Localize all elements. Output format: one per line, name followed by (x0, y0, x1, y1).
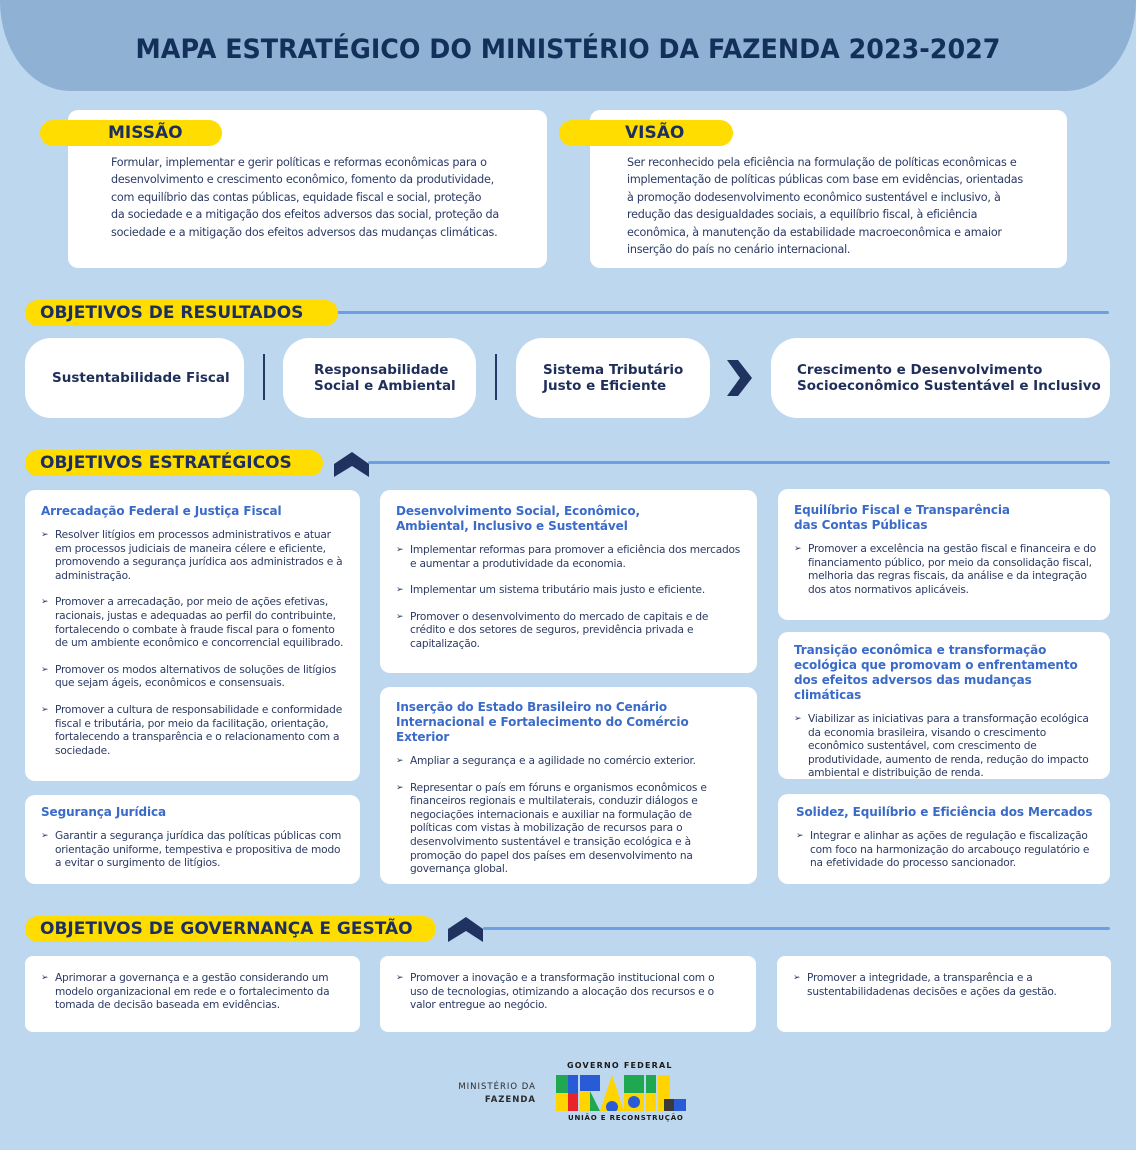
objective-card-equilibrio-fiscal (778, 489, 1110, 620)
gov-federal-logo (556, 1061, 688, 1125)
objective-list (41, 830, 348, 871)
objective-item (41, 596, 348, 650)
objective-item (396, 544, 745, 571)
objective-title: Segurança Jurídica (41, 805, 167, 819)
strategic-label-pill (25, 450, 323, 476)
result-item-label: Responsabilidade (314, 362, 449, 378)
result-item-label: Justo e Eficiente (543, 378, 667, 394)
arrow-bullet-icon: ➢ (41, 597, 49, 608)
chevron-right-icon (727, 360, 753, 396)
objective-item-text: Integrar e alinhar as ações de regulação e fiscalização com foco na harmonização do arcabouço regulatório e na efetividade do processo sancionador. (810, 830, 1090, 870)
vision-label-pill (559, 120, 733, 146)
objective-card-solidez-mercados (778, 794, 1110, 884)
arrow-bullet-icon: ➢ (794, 544, 802, 554)
governance-list (396, 972, 742, 1013)
result-item-sistema-tributario (516, 338, 710, 418)
mission-text (111, 154, 505, 241)
objective-item (396, 584, 745, 598)
mission-line: Formular, implementar e gerir políticas e reformas econômicas para o (111, 156, 487, 169)
mission-line: da sociedade e a mitigação dos efeitos adversos das social, proteção da (111, 208, 499, 222)
vision-line: implementação de políticas públicas com base em evidências, orientadas (627, 173, 1023, 187)
governance-item (793, 972, 1097, 999)
arrow-bullet-icon: ➢ (396, 611, 404, 622)
mission-label: MISSÃO (108, 123, 183, 143)
separator-line (495, 354, 497, 400)
governance-label: OBJETIVOS DE GOVERNANÇA E GESTÃO (40, 919, 413, 939)
governance-item (41, 972, 346, 1013)
result-item-label: Socioeconômico Sustentável e Inclusivo (797, 378, 1101, 394)
objective-title: Desenvolvimento Social, Econômico, Ambiental, Inclusivo e Sustentável (396, 504, 640, 533)
objective-item (396, 611, 745, 652)
arrow-bullet-icon: ➢ (396, 585, 404, 596)
arrow-bullet-icon: ➢ (396, 782, 404, 793)
result-item-label: Sustentabilidade Fiscal (52, 370, 230, 386)
section-divider-line (330, 311, 1109, 314)
governance-card (380, 956, 756, 1032)
objective-list (794, 543, 1098, 597)
arrow-bullet-icon: ➢ (41, 973, 49, 983)
gov-top-text: GOVERNO FEDERAL (567, 1061, 673, 1070)
governance-item-text: Promover a inovação e a transformação institucional com o uso de tecnologias, otimizando a alocação dos recursos e o valor entregue ao negócio. (410, 972, 715, 1012)
brasil-logo-icon (556, 1075, 688, 1111)
objective-list (396, 755, 745, 877)
objective-item (794, 543, 1098, 597)
objective-title: Solidez, Equilíbrio e Eficiência dos Mercados (796, 805, 1093, 819)
governance-list (793, 972, 1097, 999)
governance-item (396, 972, 742, 1013)
objective-title: Inserção do Estado Brasileiro no Cenário Internacional e Fortalecimento do Comércio Exterior (396, 700, 689, 744)
governance-item-text: Promover a integridade, a transparência e a sustentabilidadenas decisões e ações da gestão. (807, 972, 1057, 998)
governance-item-text: Aprimorar a governança e a gestão considerando um modelo organizacional em rede e o fortalecimento da tomada de decisão baseada em evidências. (55, 972, 330, 1012)
governance-card (777, 956, 1111, 1032)
vision-line: Ser reconhecido pela eficiência na formulação de políticas econômicas e (627, 156, 1017, 169)
objective-item (41, 664, 348, 691)
objective-item-text: Promover os modos alternativos de soluções de litígios que sejam ágeis, econômicos e consensuais. (55, 663, 337, 690)
ministry-line: MINISTÉRIO DA (458, 1082, 536, 1092)
objective-item (41, 704, 348, 758)
section-divider-line (368, 461, 1110, 464)
arrow-bullet-icon: ➢ (796, 831, 804, 841)
arrow-bullet-icon: ➢ (396, 756, 404, 766)
arrow-bullet-icon: ➢ (794, 714, 802, 724)
objective-item-text: Promover o desenvolvimento do mercado de capitais e de crédito e dos setores de seguros, previdência privada e capitalização. (410, 610, 709, 650)
objective-card-insercao-internacional (380, 687, 757, 884)
ministry-logo-text (440, 1081, 536, 1107)
result-item-label: Sistema Tributário (543, 362, 684, 378)
arrow-bullet-icon: ➢ (396, 545, 404, 555)
objective-item-text: Ampliar a segurança e a agilidade no comércio exterior. (410, 755, 696, 767)
arrow-bullet-icon: ➢ (396, 973, 404, 983)
objective-item-text: Promover a arrecadação, por meio de ações efetivas, racionais, justas e adequadas ao perfil do contribuinte, fortalecendo o combate à fraude fiscal para o fomento de um ambiente econômico e concorrencial equilibrado. (55, 596, 344, 650)
chevron-up-icon (448, 917, 484, 942)
ministry-line: FAZENDA (484, 1095, 536, 1105)
objective-item-text: Resolver litígios em processos administrativos e atuar em processos judiciais de maneira célere e eficiente, promovendo a segurança jurídica aos administrados e à administração. (55, 529, 343, 582)
result-item-label: Social e Ambiental (314, 378, 456, 394)
vision-line: inserção do país no cenário internacional. (627, 243, 851, 257)
objective-item-text: Garantir a segurança jurídica das políticas públicas com orientação uniforme, tempestiva e propositiva de modo a evitar o surgimento de litígios. (55, 830, 342, 870)
mission-label-pill (40, 120, 222, 146)
chevron-up-icon (334, 452, 370, 477)
objective-title: Transição econômica e transformação ecológica que promovam o enfrentamento dos efeitos adversos das mudanças climáticas (794, 643, 1078, 702)
result-item-crescimento (771, 338, 1110, 418)
vision-line: à promoção dodesenvolvimento econômico sustentável e inclusivo, à (627, 190, 1001, 204)
gov-bottom-text: UNIÃO E RECONSTRUÇÃO (568, 1114, 684, 1122)
arrow-bullet-icon: ➢ (793, 973, 801, 983)
arrow-bullet-icon: ➢ (41, 704, 49, 715)
objective-item (396, 782, 745, 877)
vision-line: redução das desigualdades sociais, a equilíbrio fiscal, à eficiência (627, 208, 978, 222)
objective-card-transicao-ecologica (778, 632, 1110, 779)
result-item-sustentabilidade-fiscal (25, 338, 244, 418)
vision-label: VISÃO (625, 123, 685, 143)
results-label: OBJETIVOS DE RESULTADOS (40, 303, 304, 323)
objective-item (796, 830, 1098, 871)
objective-card-arrecadacao (25, 490, 360, 781)
arrow-bullet-icon: ➢ (41, 831, 49, 841)
objective-item-text: Representar o país em fóruns e organismos econômicos e financeiros regionais e multilaterais, conduzir diálogos e negociações internacionais e auxiliar na formulação de políticas com vistas à mobilização de recursos para o desenvolvimento sustentável e transição ecológica e à promoção do papel dos países em desenvolvimento na governança global. (410, 781, 707, 876)
separator-line (263, 354, 265, 400)
objective-item-text: Promover a excelência na gestão fiscal e financeira e do financiamento público, por meio da consolidação fiscal, melhoria das regras fiscais, da análise e da integração dos atos normativos aplicáveis. (808, 543, 1097, 596)
governance-label-pill (25, 916, 436, 942)
objective-item (41, 830, 348, 871)
mission-line: desenvolvimento e crescimento econômico, fomento da produtividade, (111, 173, 494, 187)
mission-line: sociedade e a mitigação dos efeitos adversos das mudanças climáticas. (111, 225, 498, 239)
strategic-label: OBJETIVOS ESTRATÉGICOS (40, 453, 292, 473)
objective-item-text: Viabilizar as iniciativas para a transformação ecológica da economia brasileira, visando o crescimento econômico sustentável, com crescimento de produtividade, aumento de renda, redução do impacto ambiental e distribuição de renda. (808, 713, 1089, 780)
objective-item-text: Implementar um sistema tributário mais justo e eficiente. (410, 584, 706, 597)
arrow-bullet-icon: ➢ (41, 664, 49, 675)
objective-card-seguranca-juridica (25, 795, 360, 884)
results-label-pill (25, 300, 338, 326)
objective-item (396, 755, 745, 769)
page-title: MAPA ESTRATÉGICO DO MINISTÉRIO DA FAZENDA 2023-2027 (135, 34, 1001, 65)
objective-list (396, 544, 745, 652)
section-divider-line (483, 927, 1110, 930)
objective-list (794, 713, 1098, 781)
objective-item-text: Implementar reformas para promover a eficiência dos mercados e aumentar a produtividade da economia. (410, 544, 741, 570)
mission-line: com equilíbrio das contas públicas, equidade fiscal e social, proteção (111, 190, 482, 204)
vision-line: econômica, à manutenção da estabilidade macroeconômica e amaior (627, 225, 1002, 239)
objective-card-desenvolvimento (380, 490, 757, 673)
governance-list (41, 972, 346, 1013)
objective-list (796, 830, 1098, 871)
objective-item (41, 529, 348, 583)
objective-item (794, 713, 1098, 781)
result-item-responsabilidade (283, 338, 476, 418)
objective-title: Equilíbrio Fiscal e Transparência das Contas Públicas (794, 503, 1010, 532)
objective-list (41, 529, 348, 758)
arrow-bullet-icon: ➢ (41, 530, 49, 540)
vision-text (627, 154, 1030, 258)
objective-item-text: Promover a cultura de responsabilidade e conformidade fiscal e tributária, por meio da facilitação, orientação, fortalecendo a transparência e o relacionamento com a sociedade. (55, 703, 343, 757)
objective-title: Arrecadação Federal e Justiça Fiscal (41, 504, 282, 518)
governance-card (25, 956, 360, 1032)
result-item-label: Crescimento e Desenvolvimento (797, 362, 1043, 378)
